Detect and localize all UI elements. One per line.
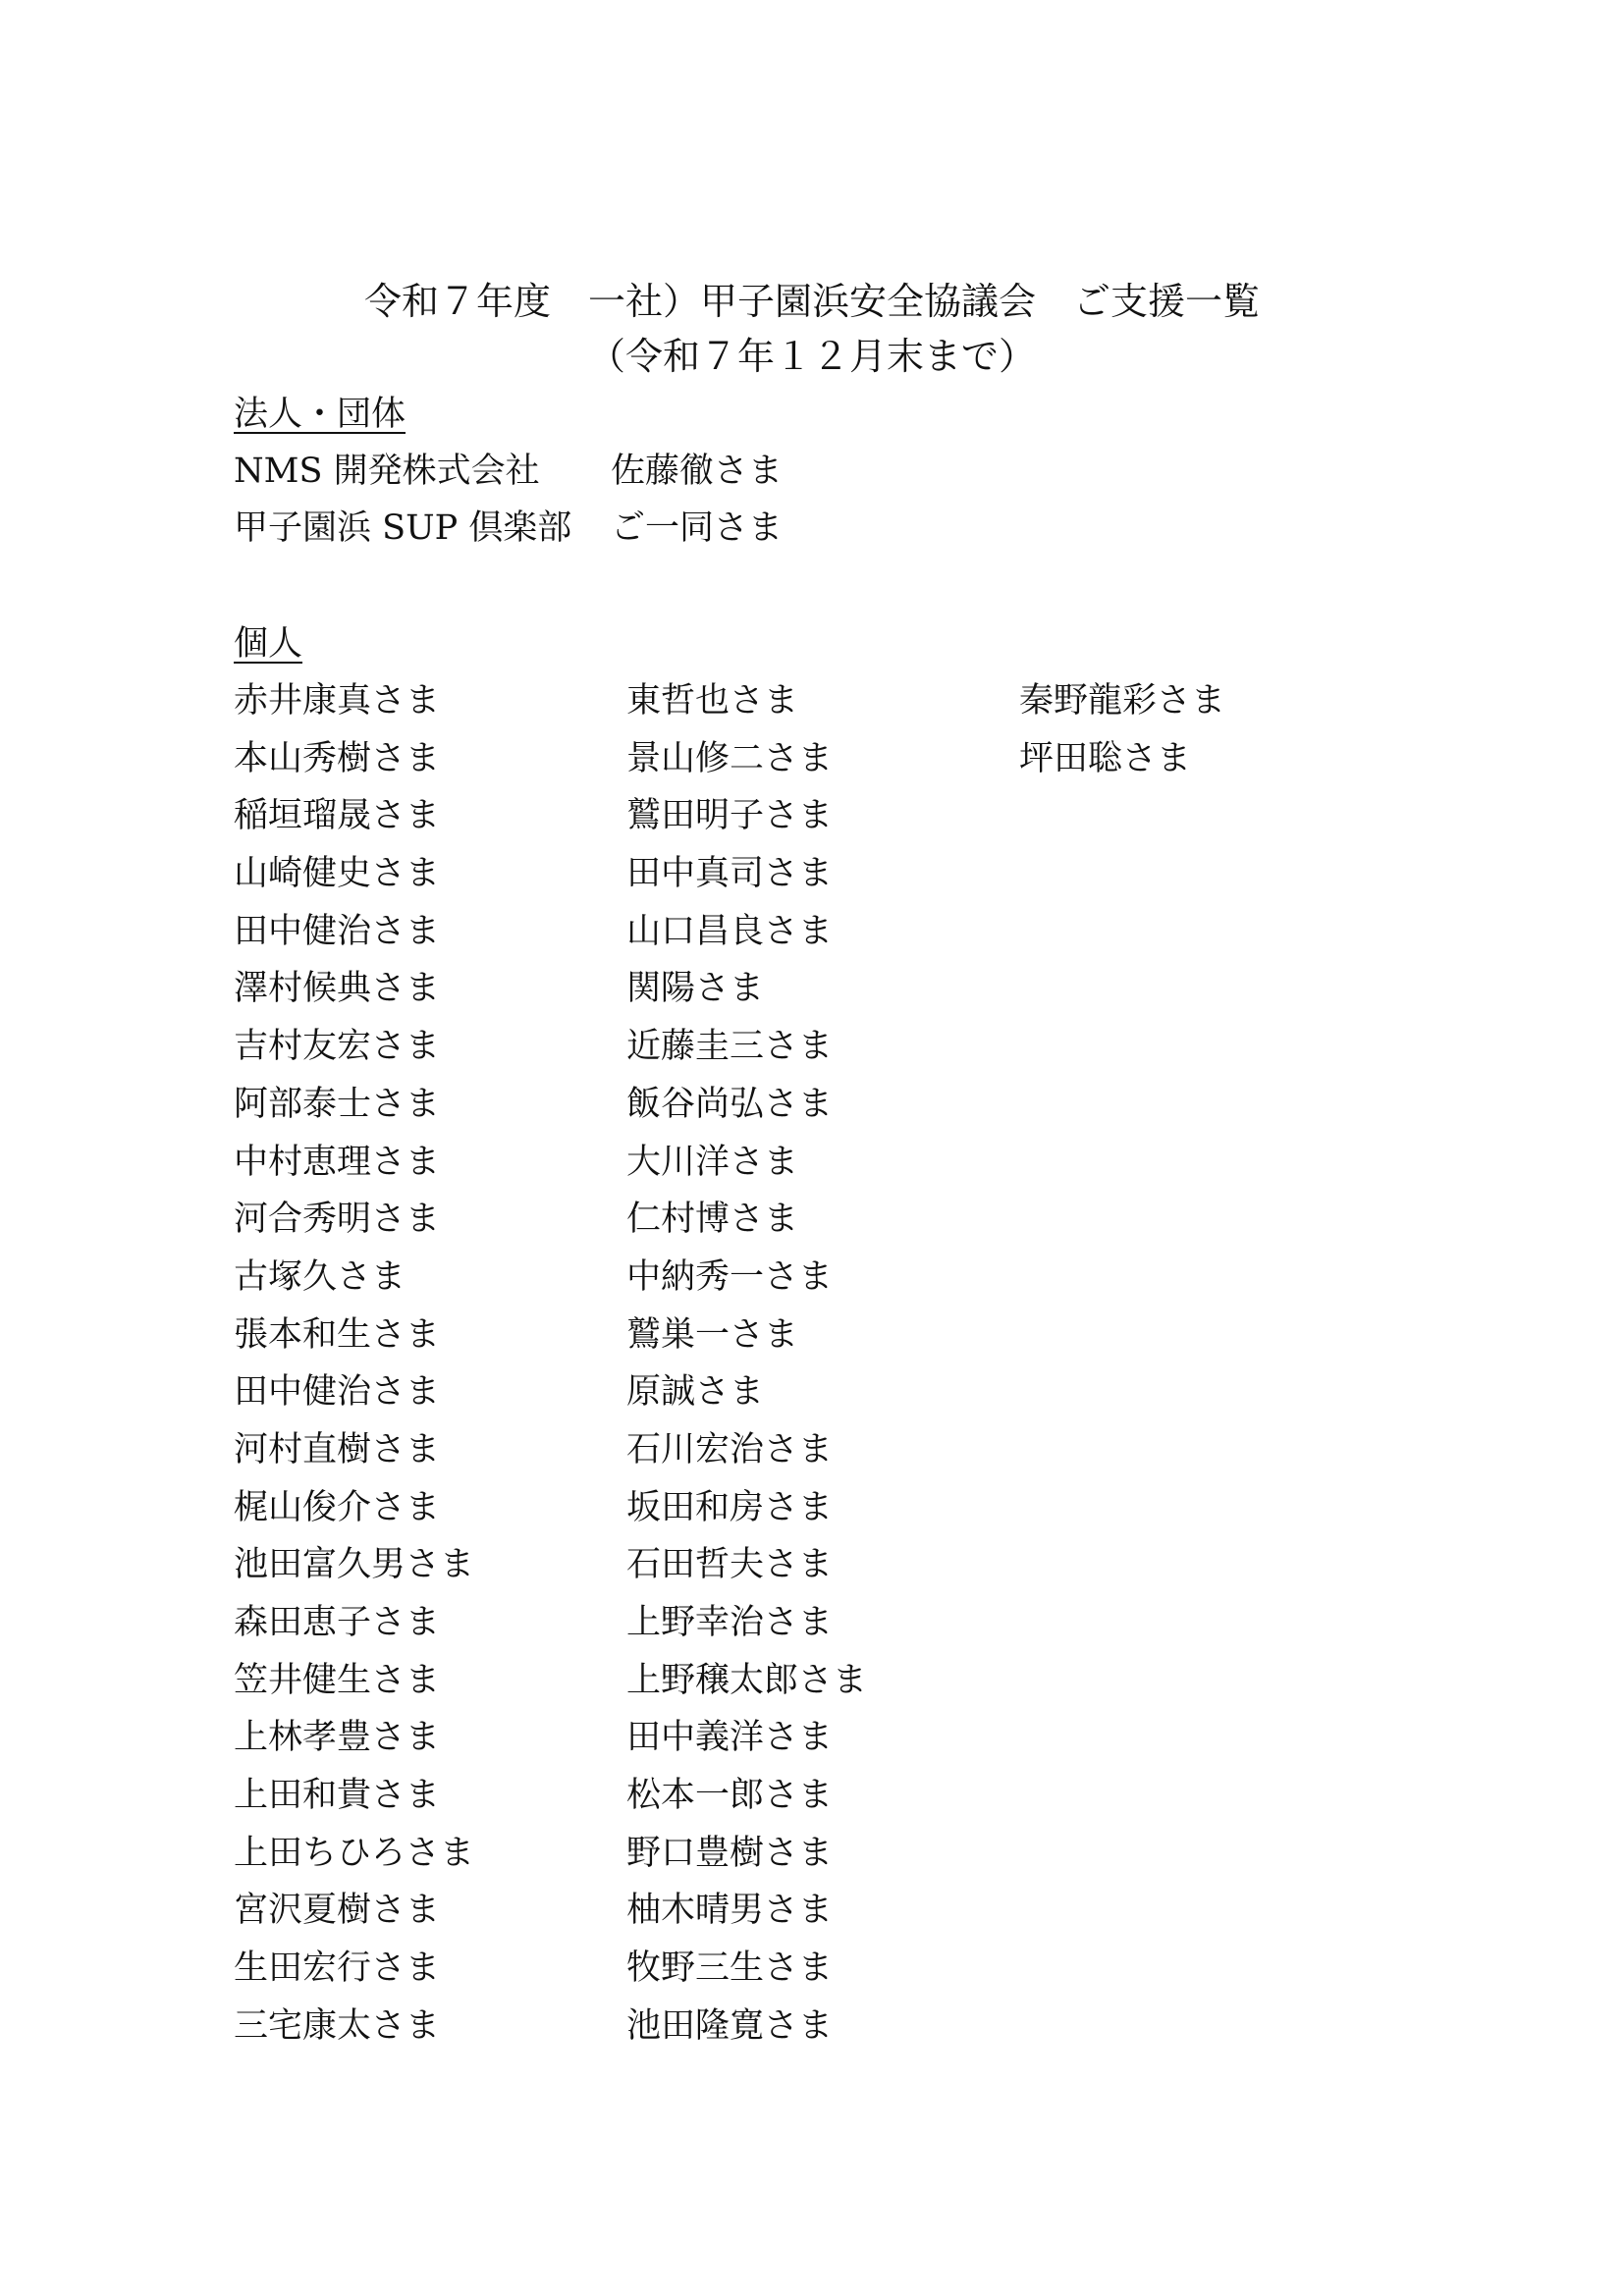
individual-name: 河合秀明さま <box>234 1200 441 1240</box>
individual-name: 景山修二さま <box>626 738 834 778</box>
individual-name: 池田隆寛さま <box>626 2005 834 2046</box>
individual-name: 山口昌良さま <box>626 911 834 951</box>
individual-name: 生田宏行さま <box>234 1949 441 1989</box>
individual-name: 東哲也さま <box>626 681 799 721</box>
individual-name: 田中義洋さま <box>626 1718 834 1758</box>
individual-name: 大川洋さま <box>626 1142 799 1182</box>
individual-name: 飯谷尚弘さま <box>626 1084 834 1124</box>
individual-name: 牧野三生さま <box>626 1949 834 1989</box>
individual-name: 田中健治さま <box>234 911 441 951</box>
individuals-column-2 <box>626 679 1000 2062</box>
individual-name: 上田和貴さま <box>234 1776 441 1816</box>
individuals-heading: 個人 <box>234 624 303 664</box>
individual-name: 近藤圭三さま <box>626 1027 834 1067</box>
individual-name: 赤井康真さま <box>234 681 441 721</box>
individual-name: 梶山俊介さま <box>234 1487 441 1527</box>
individual-name: 本山秀樹さま <box>234 738 441 778</box>
corporate-org-name: 甲子園浜 SUP 倶楽部 <box>234 508 572 548</box>
individual-name: 上林孝豊さま <box>234 1718 441 1758</box>
individual-name: 池田富久男さま <box>234 1545 475 1585</box>
individual-name: 鷲田明子さま <box>626 796 834 836</box>
individual-name: 坂田和房さま <box>626 1487 834 1527</box>
individual-name: 田中健治さま <box>234 1372 441 1413</box>
individual-name: 中納秀一さま <box>626 1256 834 1297</box>
individual-name: 上野幸治さま <box>626 1603 834 1642</box>
individual-name: 森田恵子さま <box>234 1603 441 1642</box>
individual-name: 関陽さま <box>626 969 765 1009</box>
individual-name: 古塚久さま <box>234 1256 406 1297</box>
individual-name: 石田哲夫さま <box>626 1545 834 1585</box>
individual-name: 山崎健史さま <box>234 854 441 894</box>
document-title: 令和７年度 一社）甲子園浜安全協議会 ご支援一覧 <box>363 280 1260 323</box>
individual-name: 松本一郎さま <box>626 1776 834 1816</box>
individuals-column-3 <box>1019 679 1392 794</box>
individual-name: 河村直樹さま <box>234 1429 441 1469</box>
individual-name: 上田ちひろさま <box>234 1833 475 1873</box>
corporate-org-name: NMS 開発株式会社 <box>234 452 540 491</box>
individual-name: 柚木晴男さま <box>626 1891 834 1931</box>
individual-name: 張本和生さま <box>234 1314 441 1355</box>
individual-name: 野口豊樹さま <box>626 1833 834 1873</box>
individual-name: 稲垣瑠晟さま <box>234 796 441 836</box>
individual-name: 三宅康太さま <box>234 2005 441 2046</box>
corporate-contact-name: ご一同さま <box>611 508 784 548</box>
corporate-heading: 法人・団体 <box>234 395 406 434</box>
individuals-column-1 <box>234 679 607 2062</box>
individual-name: 澤村候典さま <box>234 969 441 1009</box>
corporate-contact-name: 佐藤徹さま <box>611 452 784 491</box>
individual-name: 坪田聡さま <box>1019 738 1192 778</box>
individual-name: 原誠さま <box>626 1372 765 1413</box>
individual-name: 笠井健生さま <box>234 1660 441 1700</box>
individual-name: 仁村博さま <box>626 1200 799 1240</box>
individual-name: 中村恵理さま <box>234 1142 441 1182</box>
individual-name: 鷲巣一さま <box>626 1314 799 1355</box>
individual-name: 吉村友宏さま <box>234 1027 441 1067</box>
individual-name: 阿部泰士さま <box>234 1084 441 1124</box>
individual-name: 上野穣太郎さま <box>626 1660 868 1700</box>
individual-name: 宮沢夏樹さま <box>234 1891 441 1931</box>
individual-name: 秦野龍彩さま <box>1019 681 1226 721</box>
individual-name: 田中真司さま <box>626 854 834 894</box>
document-subtitle: （令和７年１２月末まで） <box>587 335 1036 378</box>
individual-name: 石川宏治さま <box>626 1429 834 1469</box>
